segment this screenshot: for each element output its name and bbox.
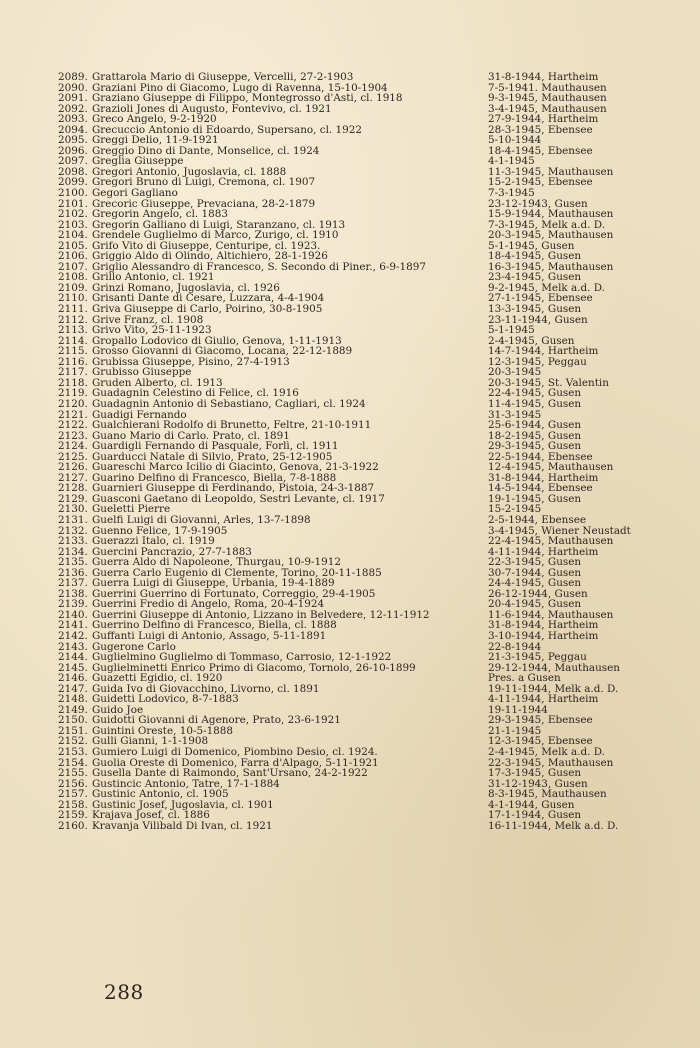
entry-death-record: 11-3-1945, Mauthausen	[488, 166, 614, 178]
list-item	[58, 135, 658, 146]
entry-number: 2100.	[58, 187, 88, 200]
entry-number: 2126.	[58, 461, 88, 474]
entry-person: Guida Ivo di Giovacchino, Livorno, cl. 1891	[92, 683, 320, 695]
list-item	[58, 431, 658, 442]
entry-number: 2091.	[58, 92, 88, 105]
entry-death-record: 16-3-1945, Mauthausen	[488, 261, 614, 273]
entry-death-record: 15-9-1944, Mauthausen	[488, 209, 614, 220]
entry-death-record: 20-4-1945, Gusen	[488, 599, 582, 610]
entry-person: Guerrini Fredio di Angelo, Roma, 20-4-1924	[92, 599, 325, 610]
entry-person: Guidetti Lodovico, 8-7-1883	[92, 694, 239, 705]
list-item	[58, 610, 658, 621]
entry-person: Guerazzi Italo, cl. 1919	[92, 536, 215, 547]
list-item	[58, 663, 658, 674]
entry-person: Grubisso Giuseppe	[92, 367, 192, 378]
entry-person: Guarducci Natale di Silvio, Prato, 25-12-1905	[92, 451, 333, 463]
entry-death-record: 29-3-1945, Gusen	[488, 441, 582, 452]
entry-death-record: 22-3-1945, Mauthausen	[488, 757, 614, 769]
entry-number: 2096.	[58, 144, 88, 157]
entry-number: 2092.	[58, 102, 88, 115]
entry-person: Greggio Dino di Dante, Monselice, cl. 1924	[92, 145, 320, 157]
list-item	[58, 83, 658, 94]
entry-death-record: 27-1-1945, Ebensee	[488, 293, 593, 305]
entry-number: 2147.	[58, 682, 88, 695]
list-item	[58, 747, 658, 758]
entry-person: Gruden Alberto, cl. 1913	[92, 377, 223, 389]
entry-person: Gregori Antonio, Jugoslavia, cl. 1888	[92, 166, 287, 178]
entry-person: Grubissa Giuseppe, Pisino, 27-4-1913	[92, 356, 290, 368]
entry-number: 2103.	[58, 218, 88, 231]
entry-person: Greggi Delio, 11-9-1921	[92, 135, 219, 146]
list-item	[58, 789, 658, 800]
entry-number: 2113.	[58, 324, 88, 337]
list-item	[58, 526, 658, 537]
list-item	[58, 177, 658, 188]
entry-death-record: 12-3-1945, Peggau	[488, 356, 587, 368]
entry-person: Grendele Guglielmo di Marco, Zurigo, cl. 1910	[92, 230, 339, 241]
entry-number: 2122.	[58, 419, 88, 432]
entry-death-record: 5-1-1945, Gusen	[488, 240, 575, 252]
entry-number: 2104.	[58, 229, 88, 242]
list-item	[58, 262, 658, 273]
entry-death-record: 17-3-1945, Gusen	[488, 768, 582, 779]
entry-number: 2138.	[58, 587, 88, 600]
entry-number: 2154.	[58, 756, 88, 769]
list-item	[58, 346, 658, 357]
entry-number: 2124.	[58, 440, 88, 453]
list-item	[58, 251, 658, 262]
entry-death-record: 4-1-1945	[488, 156, 535, 167]
entry-person: Guadigi Fernando	[92, 409, 187, 421]
entry-death-record: 5-10-1944	[488, 135, 542, 146]
entry-death-record: 2-5-1944, Ebensee	[488, 514, 587, 526]
entry-person: Guarnieri Giuseppe di Ferdinando, Pistoia, 24-3-1887	[92, 483, 375, 494]
entry-number: 2105.	[58, 239, 88, 252]
entry-number: 2102.	[58, 208, 88, 221]
entry-person: Grive Franz, cl. 1908	[92, 314, 204, 326]
entry-number: 2150.	[58, 714, 88, 727]
list-item	[58, 420, 658, 431]
entry-death-record: 16-11-1944, Melk a.d. D.	[488, 820, 619, 832]
entry-death-record: 21-1-1945	[488, 725, 542, 737]
entry-death-record: 11-6-1944, Mauthausen	[488, 609, 614, 621]
entry-number: 2139.	[58, 598, 88, 611]
entry-number: 2125.	[58, 450, 88, 463]
entry-death-record: 31-3-1945	[488, 409, 542, 421]
entry-number: 2148.	[58, 693, 88, 706]
list-item	[58, 146, 658, 157]
list-item	[58, 473, 658, 484]
entry-death-record: 23-11-1944, Gusen	[488, 314, 588, 326]
entry-number: 2116.	[58, 355, 88, 368]
entry-number: 2112.	[58, 313, 88, 326]
list-item	[58, 547, 658, 558]
entry-death-record: 23-4-1945, Gusen	[488, 272, 582, 283]
entry-death-record: 19-1-1945, Gusen	[488, 493, 582, 505]
entry-number: 2089.	[58, 71, 88, 83]
entry-person: Greco Angelo, 9-2-1920	[92, 114, 217, 125]
entry-death-record: 22-5-1944, Ebensee	[488, 451, 593, 463]
entry-person: Guolia Oreste di Domenico, Farra d'Alpago, 5-11-1921	[92, 757, 379, 769]
entry-number: 2127.	[58, 471, 88, 484]
entry-person: Guercini Pancrazio, 27-7-1883	[92, 546, 252, 558]
entry-person: Gustincic Antonio, Tatre, 17-1-1884	[92, 778, 280, 790]
entry-person: Guerrini Guerrino di Fortunato, Correggio, 29-4-1905	[92, 588, 376, 600]
entry-person: Grattarola Mario di Giuseppe, Vercelli, 27-2-1903	[92, 72, 354, 83]
entry-death-record: Pres. a Gusen	[488, 673, 561, 684]
list-item	[58, 504, 658, 515]
entry-person: Guglielmino Guglielmo di Tommaso, Carrosio, 12-1-1922	[92, 652, 392, 663]
entry-person: Guido Joe	[92, 704, 144, 716]
entry-person: Griggio Aldo di Olindo, Altichiero, 28-1-1926	[92, 251, 328, 262]
entry-person: Grillo Antonio, cl. 1921	[92, 272, 215, 283]
entry-number: 2130.	[58, 503, 88, 516]
entry-person: Guadagnin Antonio di Sebastiano, Cagliari, cl. 1924	[92, 398, 366, 410]
entry-person: Guasconi Gaetano di Leopoldo, Sestri Levante, cl. 1917	[92, 493, 385, 505]
entry-person: Guglielminetti Enrico Primo di Giacomo, Tornolo, 26-10-1899	[92, 662, 416, 674]
entry-number: 2119.	[58, 387, 88, 400]
list-item	[58, 410, 658, 421]
entry-person: Gustinic Josef, Jugoslavia, cl. 1901	[92, 799, 274, 811]
entry-death-record: 15-2-1945, Ebensee	[488, 177, 593, 189]
entry-number: 2095.	[58, 134, 88, 147]
list-item	[58, 209, 658, 220]
list-item	[58, 104, 658, 115]
entry-person: Guarino Delfino di Francesco, Biella, 7-8-1888	[92, 472, 337, 484]
entry-death-record: 20-3-1945, Mauthausen	[488, 230, 614, 241]
entry-person: Gumiero Luigi di Domenico, Piombino Desio, cl. 1924.	[92, 747, 378, 758]
entry-person: Gueletti Pierre	[92, 504, 171, 515]
entry-number: 2115.	[58, 345, 88, 358]
list-item	[58, 156, 658, 167]
list-item	[58, 283, 658, 294]
entry-person: Guerra Aldo di Napoleone, Thurgau, 10-9-1912	[92, 557, 341, 568]
entry-number: 2106.	[58, 250, 88, 263]
entry-death-record: 25-6-1944, Gusen	[488, 420, 582, 431]
entry-death-record: 9-3-1945, Mauthausen	[488, 93, 607, 104]
entry-death-record: 22-3-1945, Gusen	[488, 557, 582, 568]
entry-death-record: 17-1-1944, Gusen	[488, 810, 582, 821]
list-item	[58, 642, 658, 653]
entry-death-record: 2-4-1945, Gusen	[488, 335, 575, 347]
entry-number: 2097.	[58, 155, 88, 168]
entry-number: 2107.	[58, 260, 88, 273]
list-item	[58, 589, 658, 600]
entry-death-record: 14-5-1944, Ebensee	[488, 483, 593, 494]
entry-death-record: 29-12-1944, Mauthausen	[488, 662, 620, 674]
list-item	[58, 652, 658, 663]
entry-person: Guenno Felice, 17-9-1905	[92, 525, 228, 537]
list-item	[58, 515, 658, 526]
list-item	[58, 631, 658, 642]
entry-person: Griglio Alessandro di Francesco, S. Secondo di Piner., 6-9-1897	[92, 261, 426, 273]
entry-death-record: 9-2-1945, Melk a.d. D.	[488, 282, 606, 294]
entry-death-record: 7-3-1945, Melk a.d. D.	[488, 219, 606, 231]
entry-person: Kravanja Vilibald Di Ivan, cl. 1921	[92, 820, 273, 832]
list-item	[58, 568, 658, 579]
list-item	[58, 494, 658, 505]
entry-death-record: 4-11-1944, Hartheim	[488, 694, 599, 705]
entry-person: Gualchierani Rodolfo di Brunetto, Feltre, 21-10-1911	[92, 420, 372, 431]
list-item	[58, 114, 658, 125]
entry-person: Guerra Carlo Eugenio di Clemente, Torino, 20-11-1885	[92, 567, 382, 579]
entry-number: 2156.	[58, 777, 88, 790]
entry-death-record: 29-3-1945, Ebensee	[488, 715, 593, 726]
entry-person: Griva Giuseppe di Carlo, Poirino, 30-8-1905	[92, 304, 323, 315]
entry-death-record: 31-12-1943, Gusen	[488, 778, 588, 790]
entry-death-record: 15-2-1945	[488, 504, 542, 515]
list-item	[58, 599, 658, 610]
entry-person: Guidotti Giovanni di Agenore, Prato, 23-6-1921	[92, 715, 341, 726]
entry-number: 2099.	[58, 176, 88, 189]
list-item	[58, 705, 658, 716]
entry-person: Grecuccio Antonio di Edoardo, Supersano, cl. 1922	[92, 124, 362, 136]
list-item	[58, 336, 658, 347]
list-item	[58, 673, 658, 684]
entry-death-record: 14-7-1944, Hartheim	[488, 346, 599, 357]
entry-death-record: 18-2-1945, Gusen	[488, 430, 582, 442]
entry-person: Grisanti Dante di Cesare, Luzzara, 4-4-1904	[92, 293, 325, 305]
list-item	[58, 694, 658, 705]
list-item	[58, 399, 658, 410]
entry-death-record: 8-3-1945, Mauthausen	[488, 789, 607, 800]
entry-death-record: 19-11-1944	[488, 704, 548, 716]
entry-person: Gustinic Antonio, cl. 1905	[92, 789, 229, 800]
list-item	[58, 293, 658, 304]
entry-death-record: 21-3-1945, Peggau	[488, 652, 587, 663]
entry-number: 2160.	[58, 819, 88, 832]
entry-person: Greglia Giuseppe	[92, 156, 184, 167]
entry-number: 2157.	[58, 788, 88, 801]
entry-number: 2153.	[58, 746, 88, 758]
list-item	[58, 125, 658, 136]
entry-number: 2155.	[58, 767, 88, 780]
list-item	[58, 188, 658, 199]
entry-death-record: 31-8-1944, Hartheim	[488, 72, 599, 83]
list-item	[58, 304, 658, 315]
list-item	[58, 758, 658, 769]
entry-number: 2129.	[58, 492, 88, 505]
entry-number: 2145.	[58, 661, 88, 674]
entry-person: Guffanti Luigi di Antonio, Assago, 5-11-1891	[92, 630, 327, 642]
entry-number: 2158.	[58, 798, 88, 811]
entry-death-record: 30-7-1944, Gusen	[488, 567, 582, 579]
list-item	[58, 367, 658, 378]
entry-person: Guardigli Fernando di Pasquale, Forlì, cl. 1911	[92, 441, 339, 452]
entry-death-record: 12-3-1945, Ebensee	[488, 736, 593, 747]
entry-number: 2132.	[58, 524, 88, 537]
list-item	[58, 167, 658, 178]
entry-person: Grinzi Romano, Jugoslavia, cl. 1926	[92, 282, 280, 294]
list-item	[58, 199, 658, 210]
entry-number: 2144.	[58, 651, 88, 664]
entry-person: Gropallo Lodovico di Giulio, Genova, 1-11-1913	[92, 335, 342, 347]
entry-death-record: 18-4-1945, Gusen	[488, 251, 582, 262]
entry-person: Gusella Dante di Raimondo, Sant'Ursano, 24-2-1922	[92, 768, 368, 779]
entry-person: Grivo Vito, 25-11-1923	[92, 325, 212, 336]
entry-number: 2140.	[58, 608, 88, 621]
entry-number: 2159.	[58, 809, 88, 822]
list-item	[58, 452, 658, 463]
entry-number: 2146.	[58, 672, 88, 685]
entry-person: Gegori Gagliano	[92, 188, 178, 199]
entry-number: 2137.	[58, 577, 88, 590]
entry-person: Gregori Bruno di Luigi, Cremona, cl. 1907	[92, 177, 316, 189]
list-item	[58, 557, 658, 568]
entry-person: Krajava Josef, cl. 1886	[92, 810, 210, 821]
list-item	[58, 72, 658, 83]
list-item	[58, 684, 658, 695]
list-item	[58, 578, 658, 589]
entry-number: 2110.	[58, 292, 88, 305]
list-item	[58, 325, 658, 336]
entry-death-record: 4-1-1944, Gusen	[488, 799, 575, 811]
list-item	[58, 715, 658, 726]
entry-person: Gulli Gianni, 1-1-1908	[92, 736, 209, 747]
entry-death-record: 22-4-1945, Gusen	[488, 388, 582, 399]
entry-death-record: 7-5-1941. Mauthausen	[488, 82, 607, 94]
entry-number: 2098.	[58, 165, 88, 178]
entry-number: 2134.	[58, 545, 88, 558]
entry-person: Guelfi Luigi di Giovanni, Arles, 13-7-1898	[92, 514, 311, 526]
entry-death-record: 20-3-1945	[488, 367, 542, 378]
entry-death-record: 3-4-1945, Wiener Neustadt	[488, 525, 631, 537]
entry-number: 2118.	[58, 376, 88, 389]
list-item	[58, 462, 658, 473]
entry-person: Guadagnin Celestino di Felice, cl. 1916	[92, 388, 299, 399]
entry-number: 2108.	[58, 271, 88, 284]
list-item	[58, 536, 658, 547]
page-number: 288	[104, 980, 144, 1004]
entry-person: Guazetti Egidio, cl. 1920	[92, 673, 223, 684]
list-item	[58, 768, 658, 779]
entry-death-record: 12-4-1945, Mauthausen	[488, 462, 614, 473]
entry-number: 2117.	[58, 366, 88, 379]
list-item	[58, 441, 658, 452]
entry-person: Graziani Pino di Giacomo, Lugo di Ravenna, 15-10-1904	[92, 82, 388, 94]
entry-death-record: 27-9-1944, Hartheim	[488, 114, 599, 125]
list-item	[58, 315, 658, 326]
list-item	[58, 483, 658, 494]
entry-number: 2123.	[58, 429, 88, 442]
entry-number: 2149.	[58, 703, 88, 716]
entry-person: Gregorin Galliano di Luigi, Staranzano, cl. 1913	[92, 219, 346, 231]
entry-death-record: 20-3-1945, St. Valentin	[488, 377, 609, 389]
entry-death-record: 31-8-1944, Hartheim	[488, 620, 599, 631]
entry-number: 2120.	[58, 397, 88, 410]
entry-death-record: 5-1-1945	[488, 325, 535, 336]
entry-number: 2141.	[58, 619, 88, 632]
entry-number: 2111.	[58, 303, 88, 316]
entry-death-record: 26-12-1944, Gusen	[488, 588, 588, 600]
entry-person: Guerrino Delfino di Francesco, Biella, cl. 1888	[92, 620, 337, 631]
entry-death-record: 28-3-1945, Ebensee	[488, 124, 593, 136]
entry-number: 2143.	[58, 640, 88, 653]
entry-death-record: 4-11-1944, Hartheim	[488, 546, 599, 558]
entry-number: 2128.	[58, 482, 88, 495]
entry-death-record: 3-10-1944, Hartheim	[488, 630, 599, 642]
entry-number: 2152.	[58, 735, 88, 748]
list-item	[58, 272, 658, 283]
entry-person: Gregorin Angelo, cl. 1883	[92, 209, 228, 220]
entry-death-record: 3-4-1945, Mauthausen	[488, 103, 607, 115]
entry-number: 2135.	[58, 556, 88, 569]
entry-death-record: 22-8-1944	[488, 641, 542, 653]
entry-death-record: 11-4-1945, Gusen	[488, 398, 582, 410]
entry-number: 2094.	[58, 123, 88, 136]
entry-death-record: 18-4-1945, Ebensee	[488, 145, 593, 157]
entry-number: 2101.	[58, 197, 88, 210]
entry-death-record: 22-4-1945, Mauthausen	[488, 536, 614, 547]
entry-death-record: 31-8-1944, Hartheim	[488, 472, 599, 484]
entry-number: 2121.	[58, 408, 88, 421]
entry-person: Grosso Giovanni di Giacomo, Locana, 22-12-1889	[92, 346, 353, 357]
entry-person: Guareschi Marco Icilio di Giacinto, Genova, 21-3-1922	[92, 462, 379, 473]
entry-person: Guano Mario di Carlo. Prato, cl. 1891	[92, 430, 290, 442]
entry-number: 2131.	[58, 513, 88, 526]
list-item	[58, 388, 658, 399]
entry-number: 2109.	[58, 281, 88, 294]
list-item	[58, 230, 658, 241]
entry-number: 2142.	[58, 629, 88, 642]
entry-death-record: 13-3-1945, Gusen	[488, 304, 582, 315]
list-item	[58, 779, 658, 790]
entry-death-record: 19-11-1944, Melk a.d. D.	[488, 683, 619, 695]
entry-person: Grifo Vito di Giuseppe, Centuripe, cl. 1923.	[92, 240, 321, 252]
entry-person: Grazioli Jones di Augusto, Fontevivo, cl. 1921	[92, 103, 332, 115]
entry-person: Guintini Oreste, 10-5-1888	[92, 725, 234, 737]
entry-person: Grecoric Giuseppe, Prevaciana, 28-2-1879	[92, 198, 316, 210]
entry-death-record: 7-3-1945	[488, 188, 535, 199]
entry-person: Guerrini Giuseppe di Antonio, Lizzano in Belvedere, 12-11-1912	[92, 609, 430, 621]
entry-person: Guerra Luigi di Giuseppe, Urbania, 19-4-1889	[92, 578, 335, 589]
list-item	[58, 821, 658, 832]
list-item	[58, 736, 658, 747]
entry-number: 2151.	[58, 724, 88, 737]
entry-death-record: 23-12-1943, Gusen	[488, 198, 588, 210]
list-item	[58, 220, 658, 231]
list-item	[58, 620, 658, 631]
list-item	[58, 726, 658, 737]
deportee-list	[58, 72, 658, 831]
entry-number: 2093.	[58, 113, 88, 126]
entry-number: 2114.	[58, 334, 88, 347]
list-item	[58, 800, 658, 811]
entry-death-record: 24-4-1945, Gusen	[488, 578, 582, 589]
list-item	[58, 93, 658, 104]
entry-death-record: 2-4-1945, Melk a.d. D.	[488, 747, 606, 758]
entry-number: 2136.	[58, 566, 88, 579]
entry-number: 2090.	[58, 81, 88, 94]
entry-number: 2133.	[58, 535, 88, 548]
entry-person: Gugerone Carlo	[92, 641, 176, 653]
entry-person: Graziano Giuseppe di Filippo, Montegrosso d'Asti, cl. 1918	[92, 93, 403, 104]
list-item	[58, 357, 658, 368]
list-item	[58, 378, 658, 389]
list-item	[58, 810, 658, 821]
list-item	[58, 241, 658, 252]
